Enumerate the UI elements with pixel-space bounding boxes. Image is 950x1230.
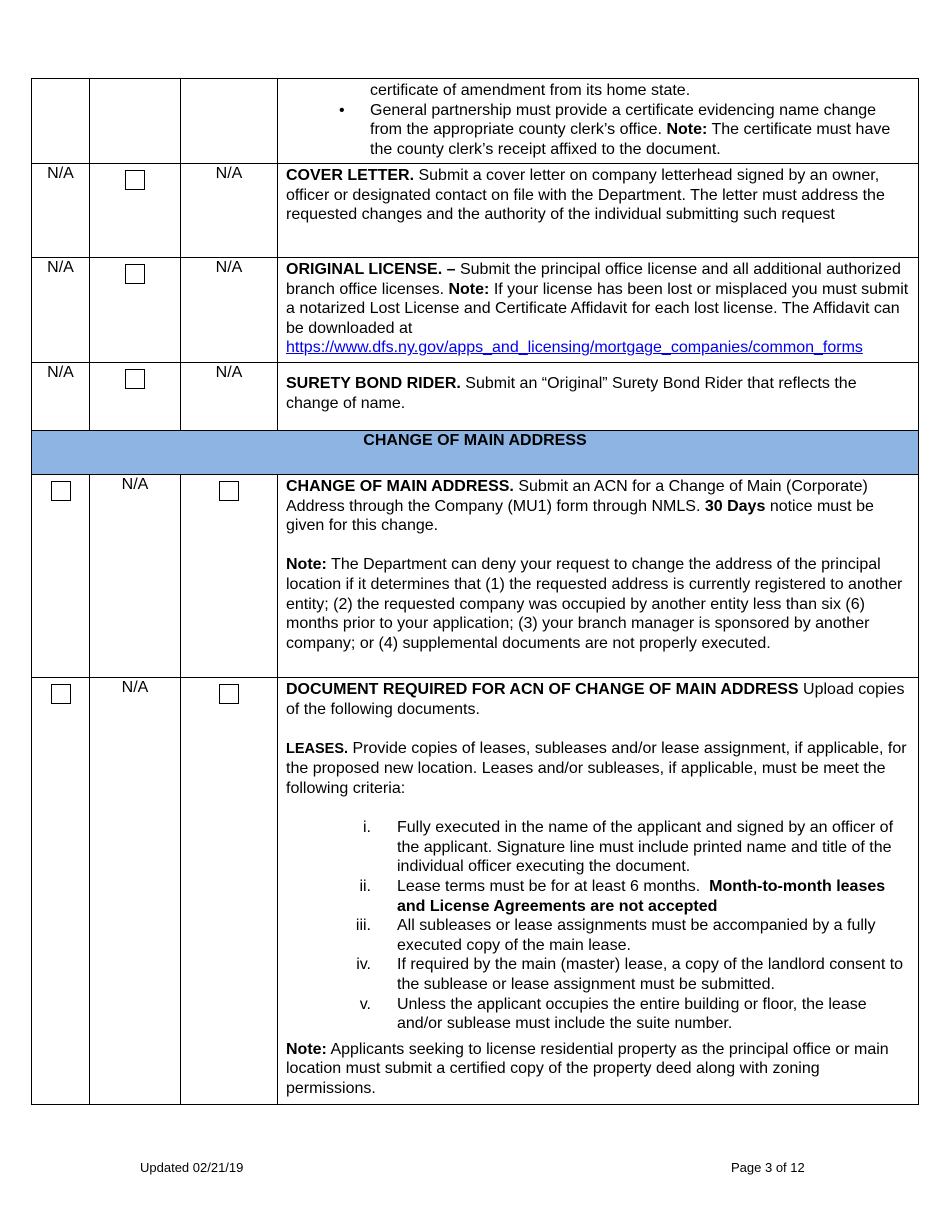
lease-criteria-list	[286, 818, 910, 1034]
table-row: N/A DOCUMENT REQUIRED FOR ACN OF CHANGE OF MAIN ADDRESS Upload copies of the following documents. LEASES. Provide copies of leases, subleases and/or lease assignment, if applicable, for the proposed new location. Leases and/or subleases, if applicable, must be meet the following criteria: i. Fully executed in the name of the applicant and signed by an officer of the applicant. Signature line must include printed name and title of the individual officer executing the document. ii. Lease terms must be for at least 6 months. Month-to-month leases and License Agreements are not accepted iii. All subleases or lease assignments must be accompanied by a fully executed copy of the main lease. iv. If required by the main (master) lease, a copy of the landlord consent to the sublease or lease assignment must be submitted. v. Unless the applicant occupies the entire building or floor, the lease and/or sublease must include the suite number. Note: Applicants seeking to license residential property as the principal office or main location must submit a certified copy of the property deed along with zoning permissions.	[32, 678, 919, 1105]
list-item: i. Fully executed in the name of the applicant and signed by an officer of the applicant. Signature line must include printed name and title of the individual officer executing the document.	[363, 819, 894, 876]
list-item: v. Unless the applicant occupies the entire building or floor, the lease and/or sublease must include the suite number.	[359, 995, 867, 1033]
checkbox[interactable]	[219, 481, 239, 501]
requirement-text: ORIGINAL LICENSE. – Submit the principal office license and all additional authorized branch office licenses. Note: If your license has been lost or misplaced you must submit a notarized Lost License and Certificate Affidavit for each lost license. The Affidavit can be downloaded at https://www.dfs.ny.gov/apps_and_licensing/mortgage_companies/common_forms	[278, 258, 919, 363]
requirement-text: SURETY BOND RIDER. Submit an “Original” Surety Bond Rider that reflects the change of name.	[278, 363, 919, 431]
requirement-text: certificate of amendment from its home state. • General partnership must provide a certificate evidencing name change from the appropriate county clerk’s office. Note: The certificate must have the county clerk’s receipt affixed to the document.	[278, 79, 919, 164]
checkbox[interactable]	[125, 264, 145, 284]
checkbox[interactable]	[51, 684, 71, 704]
footer-updated: Updated 02/21/19	[140, 1160, 244, 1175]
section-title: CHANGE OF MAIN ADDRESS	[32, 431, 919, 475]
requirements-table	[31, 78, 919, 1105]
list-item: ii. Lease terms must be for at least 6 months. Month-to-month leases and License Agreements are not accepted	[359, 877, 886, 915]
requirement-text: DOCUMENT REQUIRED FOR ACN OF CHANGE OF MAIN ADDRESS Upload copies of the following documents. LEASES. Provide copies of leases, subleases and/or lease assignment, if applicable, for the proposed new location. Leases and/or subleases, if applicable, must be meet the following criteria: i. Fully executed in the name of the applicant and signed by an officer of the applicant. Signature line must include printed name and title of the individual officer executing the document. ii. Lease terms must be for at least 6 months. Month-to-month leases and License Agreements are not accepted iii. All subleases or lease assignments must be accompanied by a fully executed copy of the main lease. iv. If required by the main (master) lease, a copy of the landlord consent to the sublease or lease assignment must be submitted. v. Unless the applicant occupies the entire building or floor, the lease and/or sublease must include the suite number. Note: Applicants seeking to license residential property as the principal office or main location must submit a certified copy of the property deed along with zoning permissions.	[278, 678, 919, 1105]
table-row: N/A N/A ORIGINAL LICENSE. – Submit the principal office license and all additional authorized branch office licenses. Note: If your license has been lost or misplaced you must submit a notarized Lost License and Certificate Affidavit for each lost license. The Affidavit can be downloaded at https://www.dfs.ny.gov/apps_and_licensing/mortgage_companies/common_forms	[32, 258, 919, 363]
requirement-text: CHANGE OF MAIN ADDRESS. Submit an ACN for a Change of Main (Corporate) Address through the Company (MU1) form through NMLS. 30 Days notice must be given for this change. Note: The Department can deny your request to change the address of the principal location if it determines that (1) the requested address is currently registered to another entity; (2) the requested company was occupied by another entity less than six (6) months prior to your application; (3) your branch manager is sponsored by another company; or (4) supplemental documents are not properly executed.	[278, 475, 919, 678]
section-header	[32, 431, 919, 475]
checkbox[interactable]	[219, 684, 239, 704]
list-item: iii. All subleases or lease assignments must be accompanied by a fully executed copy of the main lease.	[355, 917, 876, 954]
table-row	[32, 79, 919, 164]
footer-page-number: Page 3 of 12	[731, 1160, 805, 1175]
table-row: N/A CHANGE OF MAIN ADDRESS. Submit an ACN for a Change of Main (Corporate) Address through the Company (MU1) form through NMLS. 30 Days notice must be given for this change. Note: The Department can deny your request to change the address of the principal location if it determines that (1) the requested address is currently registered to another entity; (2) the requested company was occupied by another entity less than six (6) months prior to your application; (3) your branch manager is sponsored by another company; or (4) supplemental documents are not properly executed.	[32, 475, 919, 678]
list-item: iv. If required by the main (master) lease, a copy of the landlord consent to the sublease or lease assignment must be submitted.	[356, 956, 904, 993]
checkbox[interactable]	[125, 369, 145, 389]
checkbox[interactable]	[125, 170, 145, 190]
table-row: N/A N/A SURETY BOND RIDER. Submit an “Original” Surety Bond Rider that reflects the change of name.	[32, 363, 919, 431]
requirement-text: COVER LETTER. Submit a cover letter on company letterhead signed by an owner, officer or designated contact on file with the Department. The letter must address the requested changes and the authority of the individual submitting such request	[278, 164, 919, 258]
checkbox[interactable]	[51, 481, 71, 501]
list-item: • General partnership must provide a certificate evidencing name change from the appropriate county clerk’s office. Note: The certificate must have the county clerk’s receipt affixed to the document.	[286, 101, 910, 160]
table-row: N/A N/A COVER LETTER. Submit a cover letter on company letterhead signed by an owner, officer or designated contact on file with the Department. The letter must address the requested changes and the authority of the individual submitting such request	[32, 164, 919, 258]
common-forms-link[interactable]: https://www.dfs.ny.gov/apps_and_licensing/mortgage_companies/common_forms	[286, 339, 863, 357]
